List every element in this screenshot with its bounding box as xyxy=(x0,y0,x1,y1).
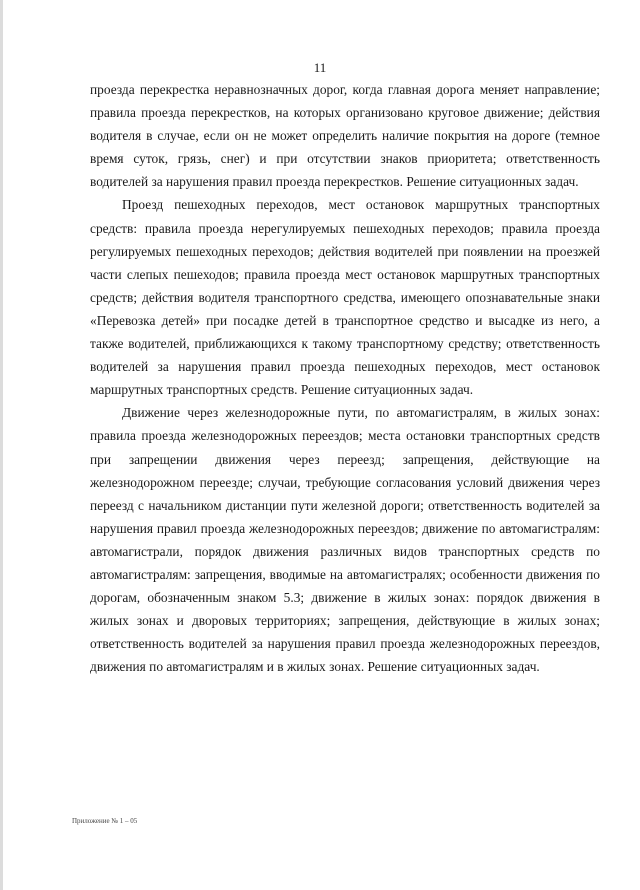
paragraph-pedestrian-crossings: Проезд пешеходных переходов, мест остановок маршрутных транспортных средств: правила проезда нерегулируемых пешеходных переходов; правила проезда регулируемых пешеходных переходов; действия водителей при появлении на проезжей части слепых пешеходов; правила проезда мест остановок маршрутных транспортных средств; действия водителя транспортного средства, имеющего опознавательные знаки «Перевозка детей» при посадке детей в транспортное средство и высадке из него, а также водителей, приближающихся к такому транспортному средству; ответственность водителей за нарушения правил проезда пешеходных переходов, мест остановок маршрутных транспортных средств. Решение ситуационных задач. xyxy=(90,197,600,398)
scan-edge-shadow xyxy=(0,0,3,890)
footer-note: Приложение № 1 – 05 xyxy=(72,817,138,825)
paragraph-railway-motorways: Движение через железнодорожные пути, по автомагистралям, в жилых зонах: правила проезда железнодорожных переездов; места остановки транспортных средств при запрещении движения через переезд; запрещения, действующие на железнодорожном переезде; случаи, требующие согласования условий движения через переезд с начальником дистанции пути железной дороги; ответственность водителей за нарушения правил проезда железнодорожных переездов; движение по автомагистралям: автомагистрали, порядок движения различных видов транспортных средств по автомагистралям: запрещения, вводимые на автомагистралях; особенности движения по дорогам, обозначенным знаком 5.3; движение в жилых зонах: порядок движения в жилых зонах и дворовых территориях; запрещения, действующие в жилых зонах; ответственность водителей за нарушения правил проезда железнодорожных переездов, движения по автомагистралям и в жилых зонах. Решение ситуационных задач. xyxy=(90,405,600,675)
page-number: 11 xyxy=(313,60,327,75)
paragraph-intersections-continuation: проезда перекрестка неравнозначных дорог, когда главная дорога меняет направление; правила проезда перекрестков, на которых организовано круговое движение; действия водителя в случае, если он не может определить наличие покрытия на дороге (темное время суток, грязь, снег) и при отсутствии знаков приоритета; ответственность водителей за нарушения правил проезда перекрестков. Решение ситуационных задач. xyxy=(90,82,600,190)
document-body xyxy=(90,78,600,678)
